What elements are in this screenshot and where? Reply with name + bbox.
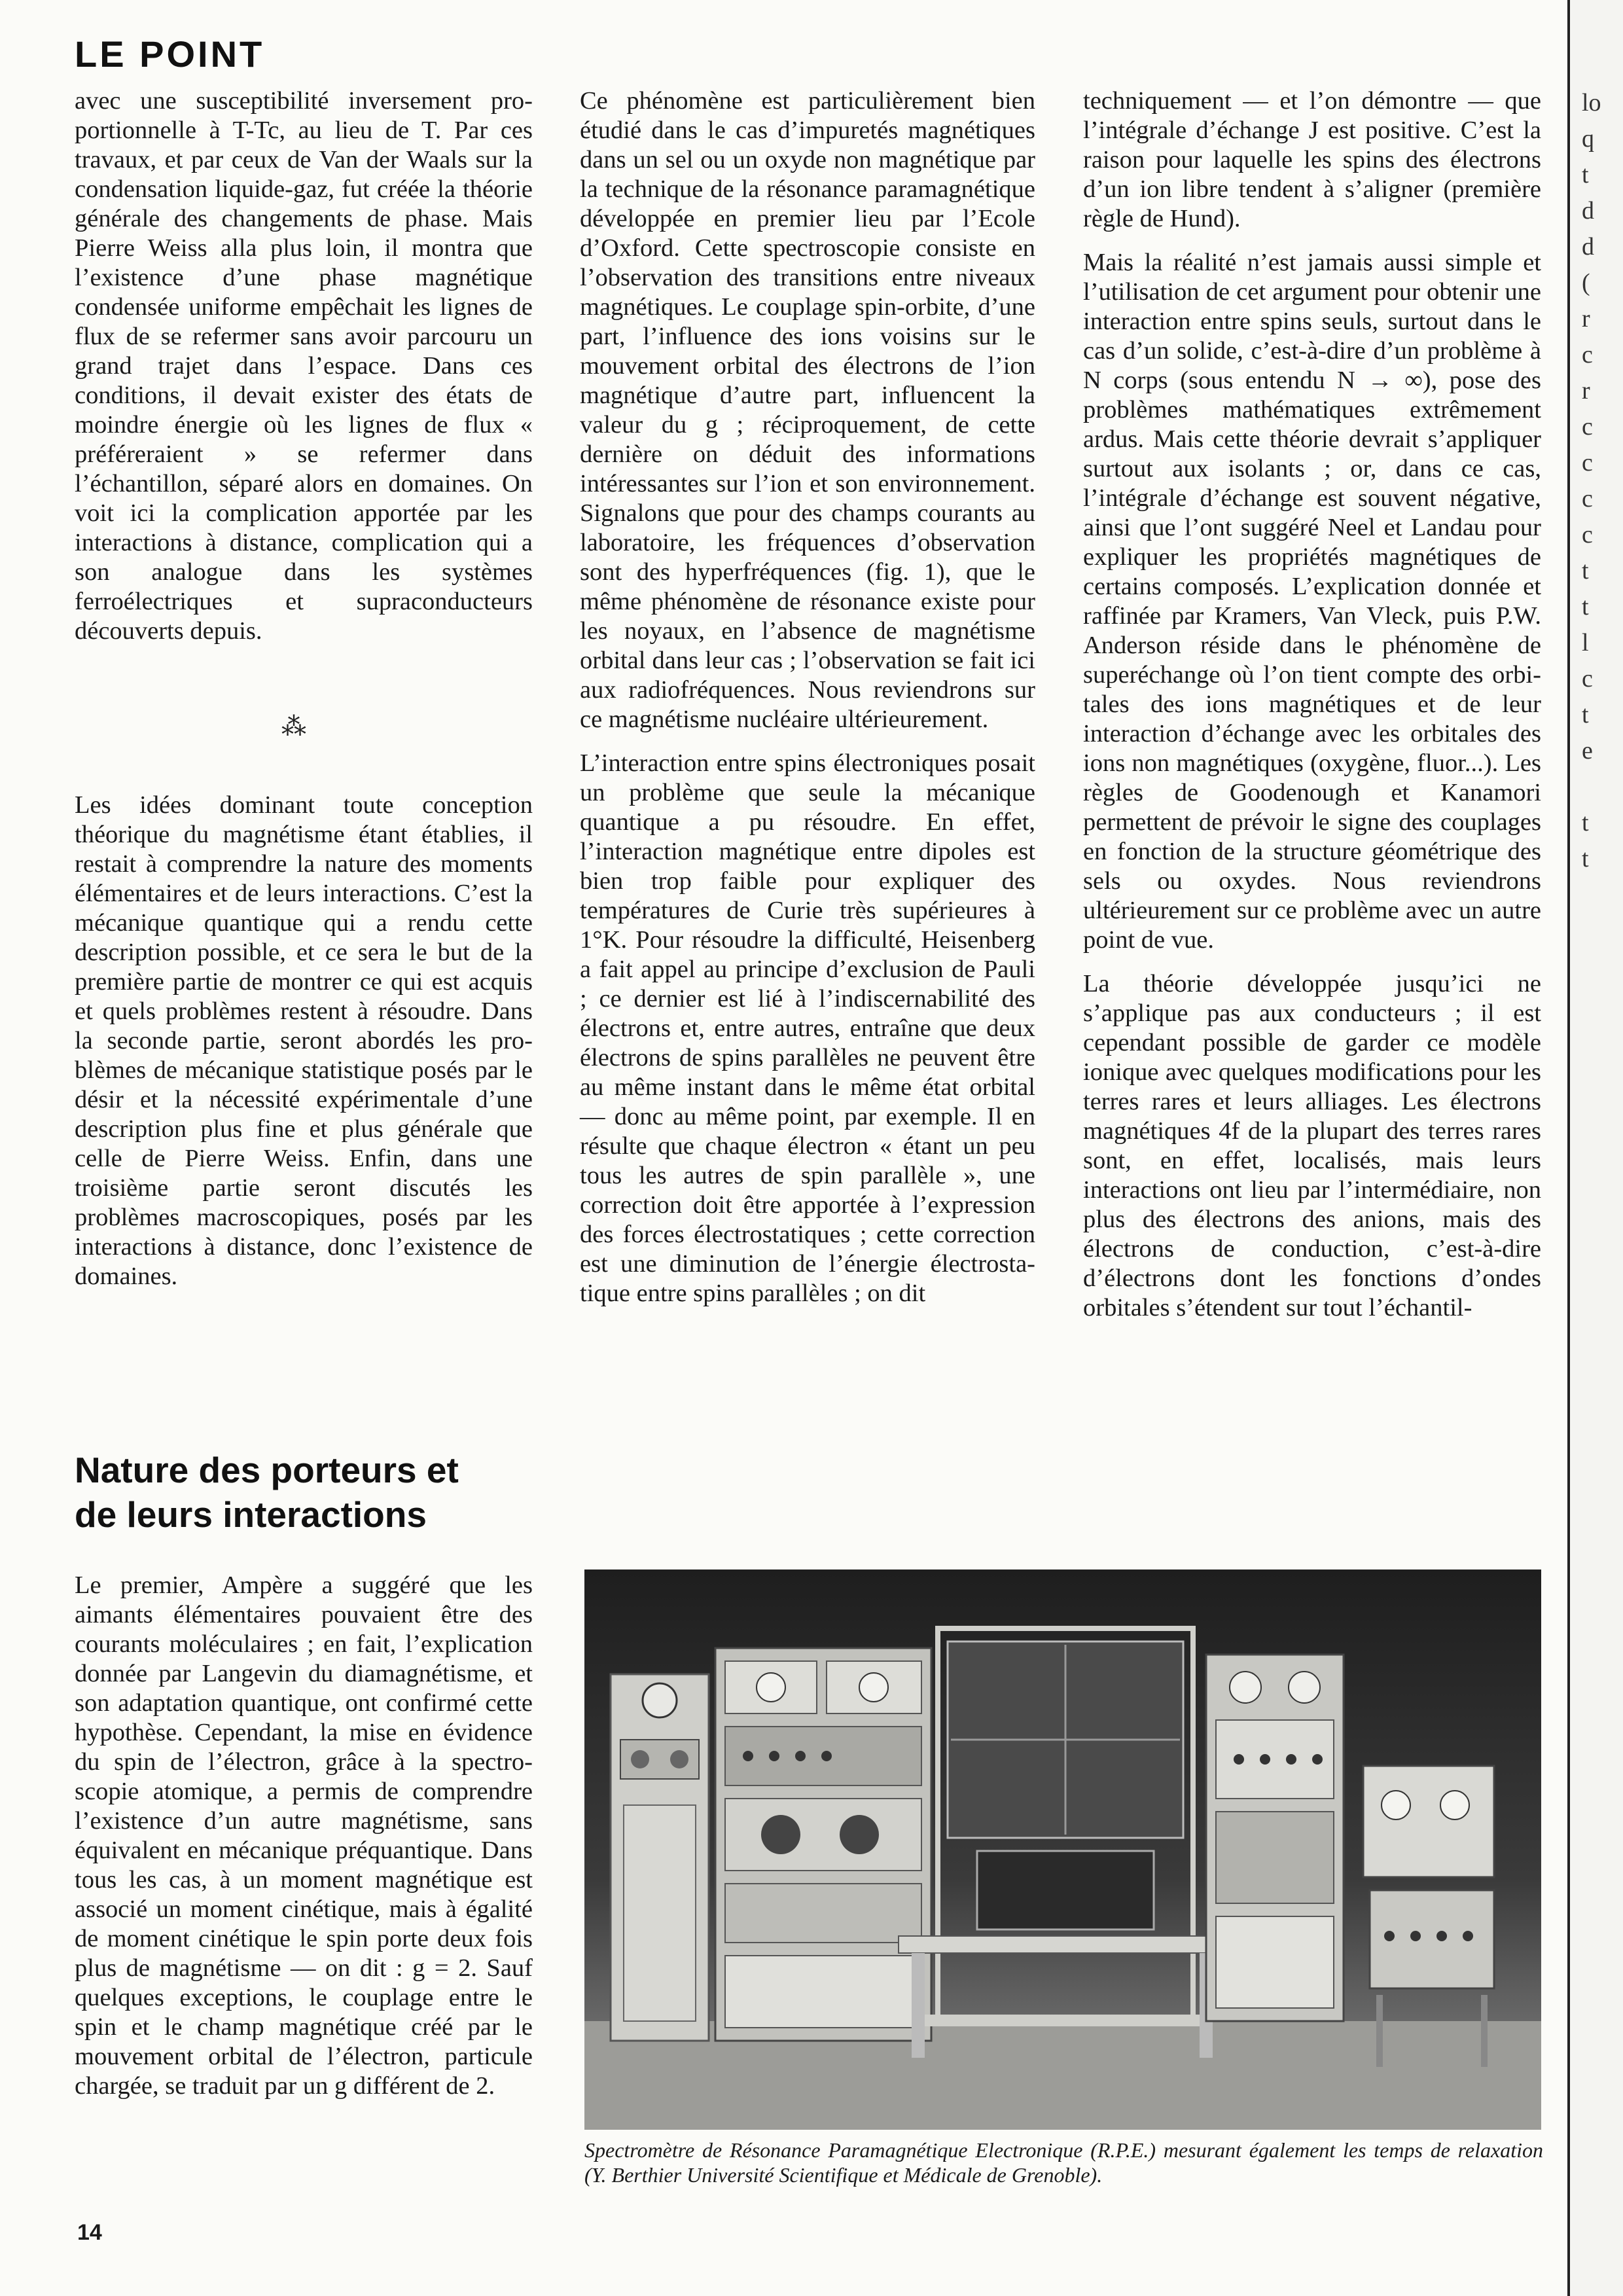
section-separator-ornament: ⁂ [281,713,306,741]
paragraph: Ce phénomène est particulièrement bien étudié dans le cas d’impuretés magnétiques dans un sel ou un oxyde non magnétique par la technique de la résonance paramagnétique développée en premier lieu par l’Ecole d’Oxford. Cette spectroscopie consiste en l’observation des transitions entre niveaux magnétiques. Le couplage spin-orbite, d’une part, l’influence des ions voisins sur le mouvement orbital des électrons de l’ion magnétique d’autre part, influencent la valeur du g ; réciproquement, de cette dernière on déduit des informations intéressantes sur l’ion et son environnement. Signalons que pour des champs courants au laboratoire, les fréquences d’observation sont des hyperfréquences (fig. 1), que le même phénomène de résonance existe pour les noyaux, en l’absence de magnétisme orbital dans leur cas ; l’observation se fait ici aux radiofréquences. Nous reviendrons sur ce magnétisme nucléaire ultérieurement. [580,87,1035,733]
column-1-top [75,86,533,646]
column-3 [1083,86,1541,1323]
page-number: 14 [77,2220,102,2245]
paragraph: Mais la réalité n’est jamais aussi simple et l’utilisation de cet argument pour obtenir une interaction entre spins seuls, surtout dans le cas d’un solide, c’est-à-dire d’un problème à N corps (sous entendu N → ∞), pose des problèmes mathématiques extrêmement ardus. Mais cette théorie devrait s’appliquer surtout aux isolants ; or, dans ce cas, l’intégrale d’échange est souvent négative, ainsi que l’ont suggéré Neel et Landau pour expliquer les propriétés magnétiques de certains composés. L’explication donnée et raffinée par Kramers, Van Vleck, puis P.W. Anderson réside dans le phénomène de superéchange où l’on tient compte des orbitales des ions magnétiques et de leur interaction d’échange avec les orbitales des ions non magnétiques (oxygène, fluor...). Les règles de Goodenough et Kanamori permettent de prévoir le signe des couplages en fonction de la structure géométrique des sels ou oxydes. Nous reviendrons ultérieurement sur ce problème avec un autre point de vue. [1083,249,1541,954]
section-heading-line-2: de leurs interactions [75,1494,427,1535]
facing-page-edge [1567,0,1623,2296]
spectrometer-photo-illustration [584,1570,1541,2130]
spectrometer-photo [584,1570,1541,2130]
section-label: LE POINT [75,33,265,75]
paragraph: La théorie développée jusqu’ici ne s’applique pas aux conducteurs ; il est cependant possible de garder ce modèle ionique avec quelques modifications pour les terres rares et leurs alliages. Les électrons magnétiques 4f de la plupart des terres rares sont, en effet, localisés, mais leurs interactions ont lieu par l’intermédiaire, non plus des électrons des anions, mais des électrons de conduction, c’est-à-dire d’électrons dont les fonctions d’ondes orbitales s’étendent sur tout l’échantil- [1083,970,1541,1321]
paragraph: Les idées dominant toute conception théorique du magnétisme étant établies, il restait à comprendre la nature des moments élémentaires et de leurs interactions. C’est la mécanique quantique qui a rendu cette description possible, et ce sera le but de la première partie de montrer ce qui est acquis et quels problèmes restent à résoudre. Dans la seconde partie, seront abordés les problèmes de mécanique statistique posés par le désir et la nécessité expérimentale d’une description plus fine et plus générale que celle de Pierre Weiss. Enfin, dans une troisième partie seront discutés les problèmes macroscopiques, posés par les interactions à distance, donc l’existence de domaines. [75,791,533,1290]
paragraph: L’interaction entre spins électroniques posait un problème que seule la mécanique quantique a pu résoudre. En effet, l’interaction magnétique entre dipoles est bien trop faible pour expliquer des températures de Curie très supérieures à 1°K. Pour résoudre la difficulté, Heisenberg a fait appel au principe d’exclusion de Pauli ; ce dernier est lié à l’indiscernabilité des électrons et, entre autres, entraîne que deux électrons de spins parallèles ne peuvent être au même instant dans le même état orbital — donc au même point, par exemple. Il en résulte que chaque électron « étant un peu tous les autres de spin parallèle », une correction doit être apportée à l’expression des forces électrostatiques ; cette correction est une diminution de l’énergie électrostatique entre spins parallèles ; on dit [580,749,1035,1307]
column-4 [75,1571,533,2101]
paragraph: techniquement — et l’on démontre — que l’intégrale d’échange J est positive. C’est la raison pour laquelle les spins des électrons d’un ion libre tendent à s’aligner (première règle de Hund). [1083,87,1541,232]
paragraph: avec une susceptibilité inversement proportionnelle à T-Tc, au lieu de T. Par ces travaux, et par ceux de Van der Waals sur la condensation liquide-gaz, fut créée la théorie générale des changements de phase. Mais Pierre Weiss alla plus loin, il montra que l’existence d’une phase magnétique condensée uniforme empêchait les lignes de flux de se refermer sans avoir parcouru un grand trajet dans l’espace. Dans ces conditions, il devait exister des états de moindre énergie où les lignes de flux « préféreraient » se refermer dans l’échantillon, séparé alors en domaines. On voit ici la complication apportée par les interactions à distance, complication qui a son analogue dans les systèmes ferroélectriques et supraconducteurs découverts depuis. [75,87,533,645]
column-2 [580,86,1035,1308]
column-1-bottom [75,791,533,1291]
section-heading-line-1: Nature des porteurs et [75,1450,459,1490]
section-heading [75,1448,572,1537]
figure-caption: Spectromètre de Résonance Paramagnétique Electronique (R.P.E.) mesurant également les temps de relaxation (Y. Berthier Université Scientifique et Médicale de Grenoble). [584,2138,1543,2187]
facing-page-edge-text: lo q t d d ( r c r c c c c t t l c t e t t [1582,89,1601,872]
paragraph: Le premier, Ampère a suggéré que les aimants élémentaires pouvaient être des courants moléculaires ; en fait, l’explication donnée par Langevin du diamagnétisme, et son adaptation quantique, ont confirmé cette hypothèse. Cependant, la mise en évidence du spin de l’électron, grâce à la spectroscopie atomique, a permis de comprendre l’existence d’un autre magnétisme, sans équivalent en mécanique préquantique. Dans tous les cas, à un moment magnétique est associé un moment cinétique, mais à égalité de moment cinétique le spin porte deux fois plus de magnétisme — on dit : g = 2. Sauf quelques exceptions, le couplage entre le spin et le champ magnétique créé par le mouvement orbital de l’électron, particule chargée, se traduit par un g différent de 2. [75,1571,533,2100]
